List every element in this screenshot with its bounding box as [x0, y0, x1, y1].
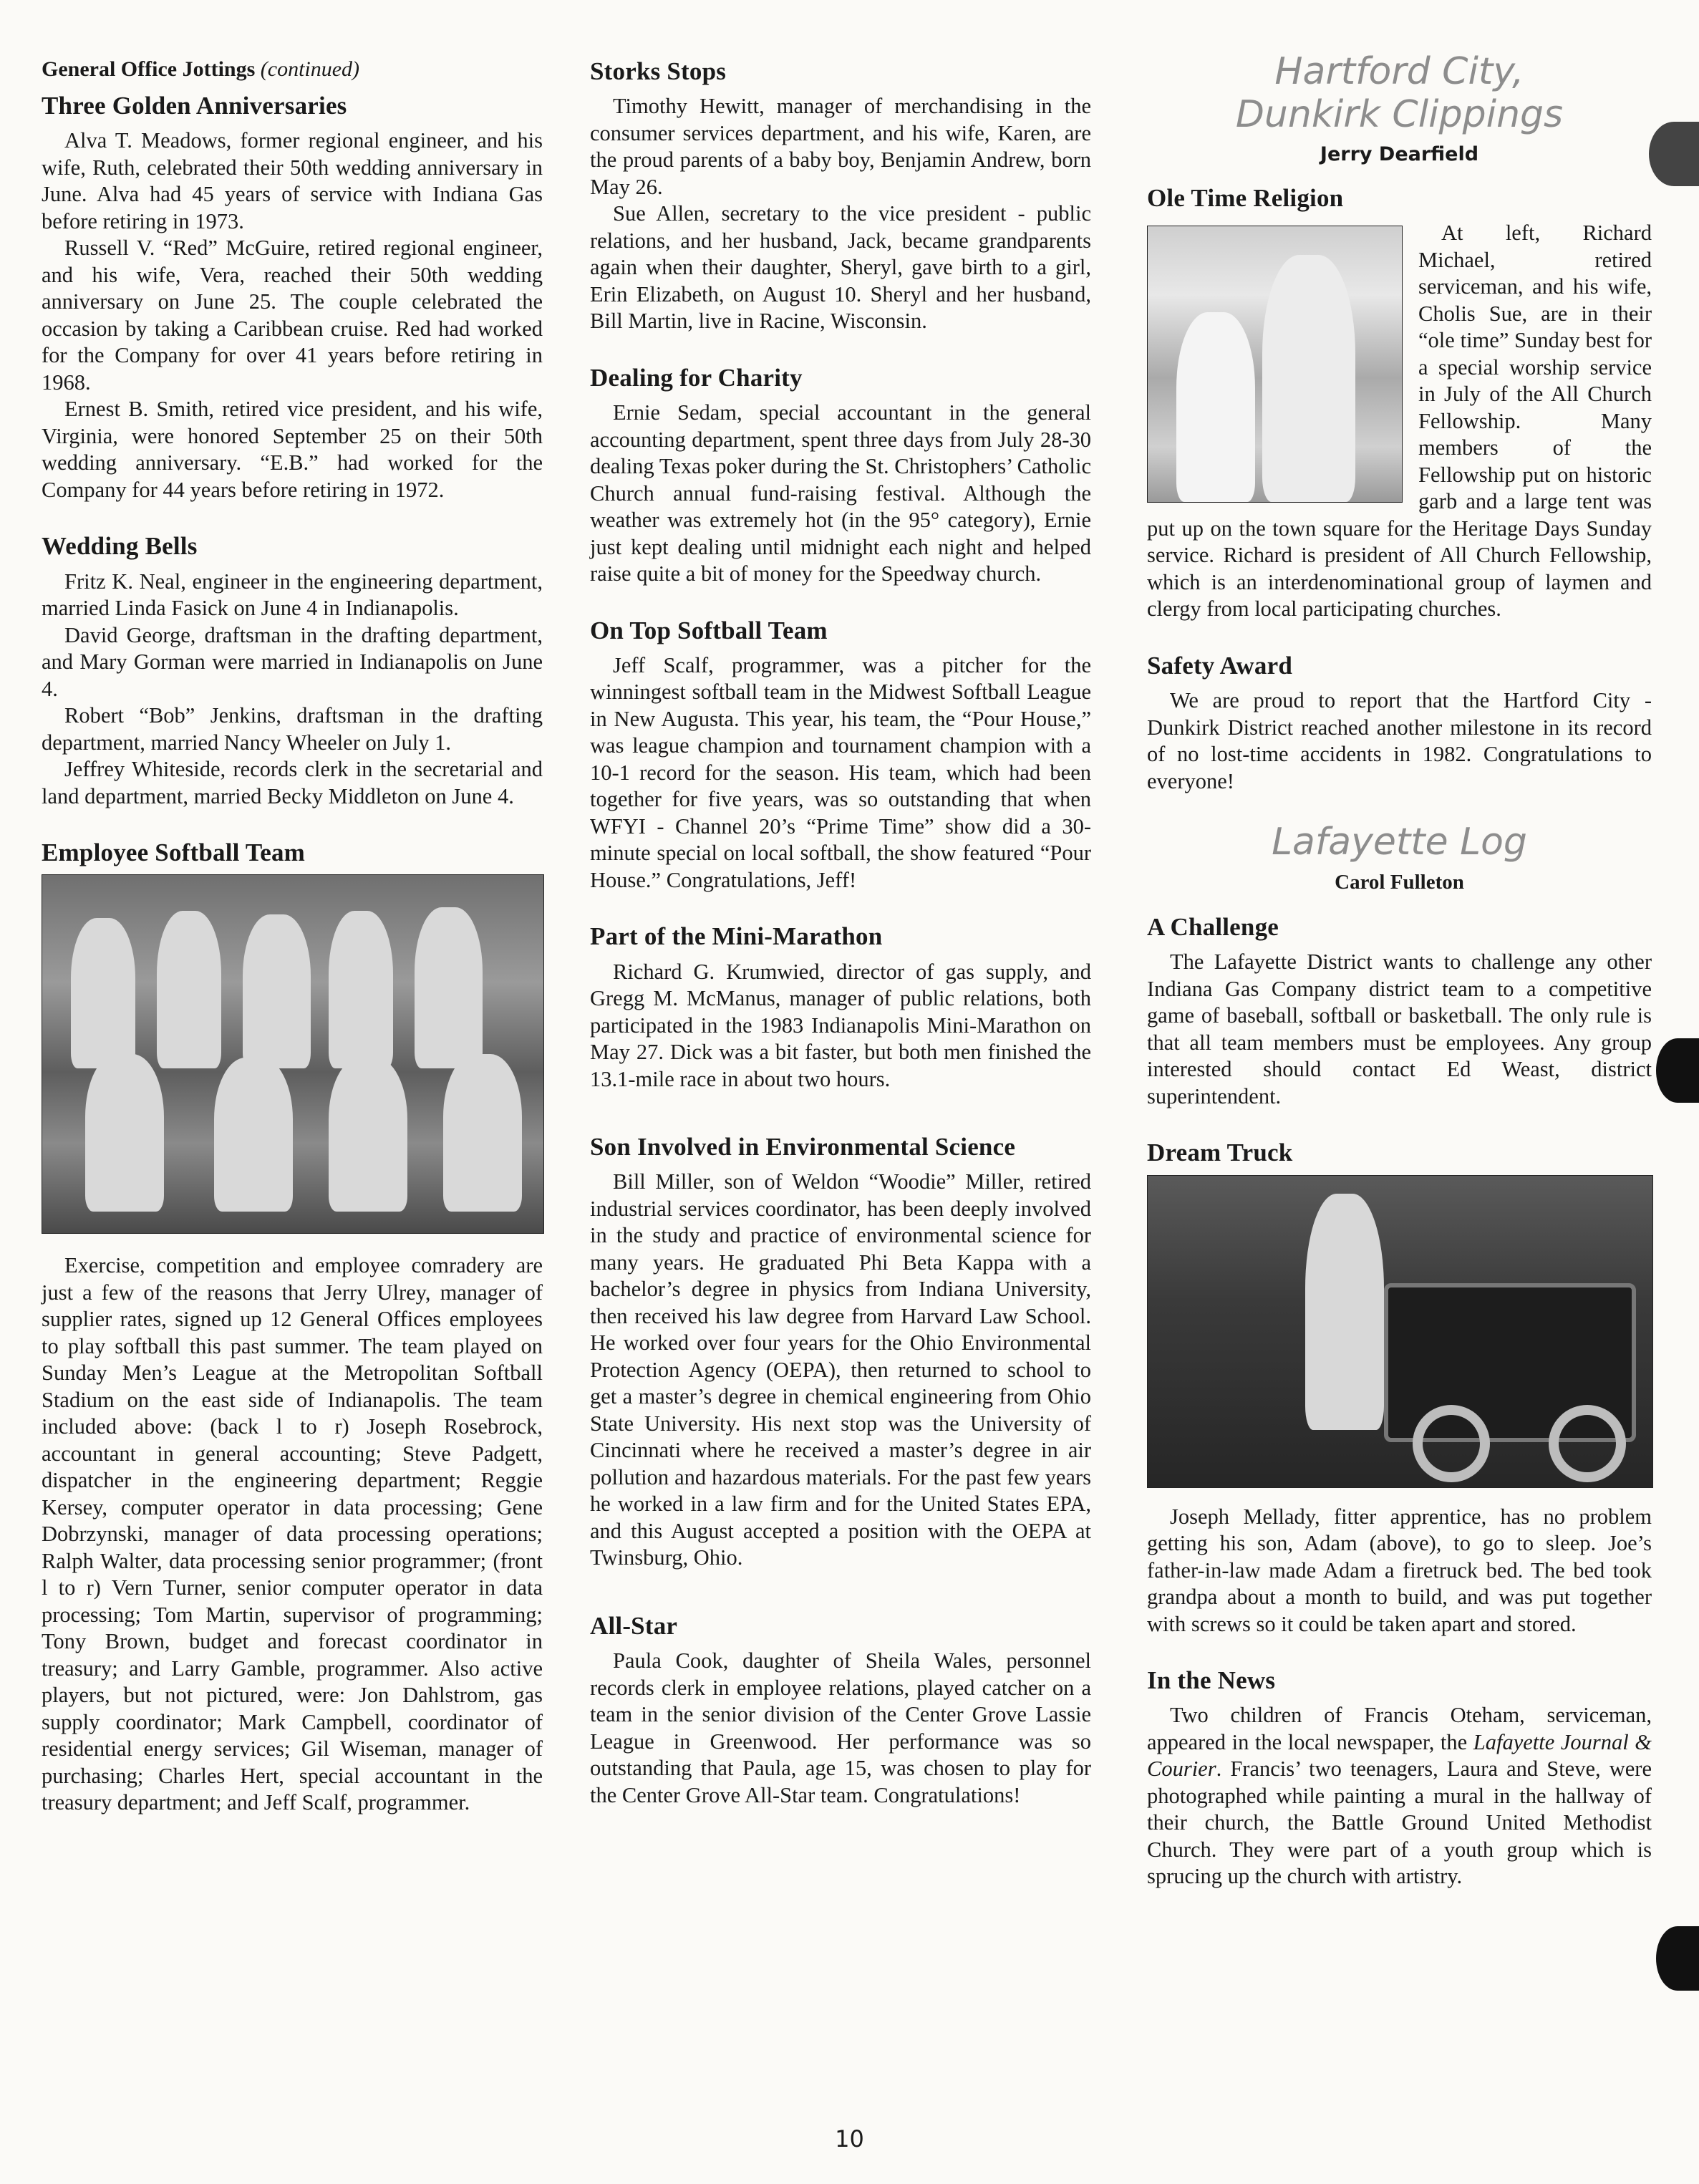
player-figure: [85, 1054, 164, 1212]
paragraph: Jeff Scalf, programmer, was a pitcher for the winningest softball team in the Midwest Softball League in New Augusta. This year, his team, the “Pour House,” was league champion and tournament champion with a 10-1 record for the season. His team, which had been together for five years, was so outstanding that when WFYI - Channel 20’s “Prime Time” show did a 30-minute special on local softball, the show featured “Pour House.” Congratulations, Jeff!: [590, 652, 1091, 892]
paragraph: Timothy Hewitt, manager of merchandising in the consumer services department, and his wife, Karen, are the proud parents of a baby boy, Benjamin Andrew, born May 26.: [590, 94, 1091, 199]
paragraph: Jeffrey Whiteside, records clerk in the secretarial and land department, married Becky Middleton on June 4.: [42, 757, 543, 808]
article-heading: Part of the Mini-Marathon: [590, 922, 883, 951]
lafayette-section-title: Lafayette Log: [1272, 821, 1527, 864]
article-heading: Dream Truck: [1147, 1139, 1293, 1167]
article-all-star: [590, 1612, 1091, 1809]
binder-hole: [1649, 122, 1699, 186]
woman-figure: [1176, 312, 1255, 502]
newspaper-name: Lafayette Journal & Courier: [1147, 1729, 1652, 1782]
article-wedding-bells: [42, 532, 543, 810]
player-figure: [415, 907, 483, 1068]
article-environmental-science: [590, 1133, 1091, 1572]
article-safety-award: [1147, 652, 1652, 795]
article-heading: In the News: [1147, 1666, 1276, 1694]
paragraph: [1147, 1702, 1652, 1890]
running-head-title: General Office Jottings: [42, 57, 256, 81]
hartford-title-line2: Dunkirk Clippings: [1235, 93, 1564, 136]
paragraph: Richard G. Krumwied, director of gas supply, and Gregg M. McManus, manager of public relations, both participated in the 1983 Indianapolis Mini-Marathon on May 27. Dick was a bit faster, but both men finished the 13.1-mile race in about two hours.: [590, 959, 1091, 1091]
column-middle: [590, 50, 1091, 1837]
article-heading: Ole Time Religion: [1147, 184, 1344, 212]
article-heading: Storks Stops: [590, 57, 727, 85]
binder-hole: [1656, 1926, 1699, 1991]
paragraph: Alva T. Meadows, former regional engineer, and his wife, Ruth, celebrated their 50th wedding anniversary in June. Alva had 45 years of service with Indiana Gas before retiring in 1973.: [42, 128, 543, 233]
softball-team-photo: [42, 874, 544, 1234]
hartford-byline: Jerry Dearfield: [1320, 143, 1479, 165]
hartford-section-title: [1147, 50, 1652, 136]
article-heading: Safety Award: [1147, 651, 1292, 680]
paragraph: Paula Cook, daughter of Sheila Wales, personnel records clerk in employee relations, played catcher on a team in the senior division of the Center Grove Lassie League in Greenwood. Her performance was so outstanding that Paula, age 15, was chosen to play for the Center Grove All-Star team. Congratulations!: [590, 1648, 1091, 1807]
paragraph: The Lafayette District wants to challenge any other Indiana Gas Company district team to a competitive game of baseball, softball or basketball. The only rule is that all team members must be employees. Any group interested should contact Ed Weast, district superintendent.: [1147, 950, 1652, 1108]
article-heading: On Top Softball Team: [590, 616, 828, 644]
article-heading: Three Golden Anniversaries: [42, 92, 347, 120]
paragraph: Russell V. “Red” McGuire, retired regional engineer, and his wife, Vera, reached their 50th wedding anniversary on June 25. The couple celebrated the occasion by taking a Caribbean cruise. Red had worked for the Company for over 41 years before retiring in 1968.: [42, 236, 543, 395]
running-head: [42, 57, 543, 82]
paragraph: Exercise, competition and employee comradery are just a few of the reasons that Jerry Ulrey, manager of supplier rates, signed up 12 General Offices employees to play softball this past summer. The team played on Sunday Men’s League at the Metropolitan Softball Stadium on the east side of Indianapolis. The team included above: (back l to r) Joseph Rosebrock, accountant in general accounting; Steve Padgett, dispatcher in the engineering department; Reggie Kersey, computer operator in data processing; Gene Dobrzynski, manager of data processing operations; Ralph Walter, data processing senior programmer; (front l to r) Vern Turner, senior computer operator in data processing; Tom Martin, supervisor of programming; Tony Brown, budget and forecast coordinator in treasury; and Larry Gamble, programmer. Also active players, but not pictured, were: Jon Dahlstrom, gas supply coordinator; Mark Campbell, coordinator of residential energy services; Gil Wiseman, manager of purchasing; Charles Hert, special accountant in the treasury department; and Jeff Scalf, programmer.: [42, 1253, 543, 1815]
lafayette-byline: Carol Fulleton: [1335, 871, 1464, 894]
article-in-the-news: [1147, 1666, 1652, 1890]
player-figure: [329, 1058, 407, 1212]
player-figure: [443, 1054, 522, 1212]
paragraph: We are proud to report that the Hartford City - Dunkirk District reached another milestone in its record of no lost-time accidents in 1982. Congratulations to everyone!: [1147, 688, 1652, 793]
truck-wheel: [1413, 1405, 1490, 1482]
article-dream-truck: [1147, 1139, 1652, 1638]
player-figure: [329, 911, 393, 1068]
news-text-end: . Francis’ two teenagers, Laura and Steve, were photographed while painting a mural in the hallway of their church, the Battle Ground United Methodist Church. They were part of a youth group which is sprucing up the church with artistry.: [1147, 1757, 1652, 1889]
article-on-top-softball: [590, 617, 1091, 894]
paragraph: Ernest B. Smith, retired vice president, and his wife, Virginia, were honored September 25 on their 50th wedding anniversary. “E.B.” had worked for the Company for 44 years before retiring in 1972.: [42, 397, 543, 502]
page-number: 10: [835, 2125, 864, 2152]
firetruck-bed-photo: [1147, 1175, 1653, 1488]
player-figure: [214, 1058, 293, 1212]
paragraph: David George, draftsman in the drafting department, and Mary Gorman were married in Indianapolis on June 4.: [42, 622, 543, 701]
paragraph: Bill Miller, son of Weldon “Woodie” Miller, retired industrial services coordinator, has been deeply involved in the study and practice of environmental science for many years. He graduated Phi Beta Kappa with a bachelor’s degree in physics from Indiana University, then received his law degree from Harvard Law School. He worked over four years for the Ohio Environmental Protection Agency (OEPA), then returned to school to get a master’s degree in chemical engineering from Ohio State University. His next stop was the University of Cincinnati where he received a master’s degree in air pollution and hazardous materials. For the past few years he worked in a law firm and for the United States EPA, and this August accepted a position with the OEPA at Twinsburg, Ohio.: [590, 1169, 1091, 1570]
player-figure: [157, 911, 221, 1068]
hartford-title-line1: Hartford City,: [1274, 50, 1524, 93]
article-mini-marathon: [590, 922, 1091, 1093]
article-golden-anniversaries: [42, 92, 543, 503]
man-figure: [1262, 255, 1355, 502]
player-figure: [71, 918, 135, 1068]
truck-wheel: [1549, 1405, 1626, 1482]
article-heading: Wedding Bells: [42, 532, 198, 561]
child-figure: [1305, 1194, 1384, 1430]
paragraph: Sue Allen, secretary to the vice president - public relations, and her husband, Jack, became grandparents again when their daughter, Sheryl, gave birth to a girl, Erin Elizabeth, on August 10. Sheryl and her husband, Bill Martin, live in Racine, Wisconsin.: [590, 201, 1091, 334]
column-left: [42, 50, 543, 1845]
article-heading: Son Involved in Environmental Science: [590, 1133, 1016, 1161]
paragraph: At left, Richard Michael, retired serviceman, and his wife, Cholis Sue, are in their “ole time” Sunday best for a special worship service in July of the All Church Fellowship. Many members of the Fellowship put on historic garb and a large tent was put up on the town square for the Heritage Days Sunday service. Richard is president of All Church Fellowship, which is an interdenominational group of laymen and clergy from local participating churches.: [1147, 221, 1652, 622]
article-ole-time-religion: [1147, 184, 1652, 623]
paragraph: Robert “Bob” Jenkins, draftsman in the drafting department, married Nancy Wheeler on July 1.: [42, 703, 543, 755]
couple-photo: [1147, 226, 1403, 503]
column-right: [1147, 50, 1652, 1919]
article-storks-stops: [590, 57, 1091, 335]
binder-hole: [1656, 1038, 1699, 1103]
article-heading: A Challenge: [1147, 913, 1279, 941]
article-heading: Employee Softball Team: [42, 839, 306, 866]
article-dealing-for-charity: [590, 364, 1091, 588]
article-heading: All-Star: [590, 1611, 678, 1640]
news-text-start: Two children of Francis Oteham, serviceman, appeared in the local newspaper, the: [1147, 1703, 1652, 1754]
running-head-continued: (continued): [260, 57, 360, 81]
player-figure: [243, 914, 311, 1068]
paragraph: Joseph Mellady, fitter apprentice, has no problem getting his son, Adam (above), to go to sleep. Joe’s father-in-law made Adam a firetruck bed. The bed took grandpa about a month to build, and was put together with screws so it could be taken apart and stored.: [1147, 1504, 1652, 1636]
paragraph: Ernie Sedam, special accountant in the general accounting department, spent three days from July 28-30 dealing Texas poker during the St. Christophers’ Catholic Church annual fund-raising festival. Although the weather was extremely hot (in the 95° category), Ernie just kept dealing until midnight each night and helped raise quite a bit of money for the Speedway church.: [590, 400, 1091, 586]
paragraph: Fritz K. Neal, engineer in the engineering department, married Linda Fasick on June 4 in Indianapolis.: [42, 569, 543, 620]
article-heading: Dealing for Charity: [590, 363, 803, 392]
article-employee-softball: [42, 839, 543, 1817]
article-a-challenge: [1147, 913, 1652, 1110]
